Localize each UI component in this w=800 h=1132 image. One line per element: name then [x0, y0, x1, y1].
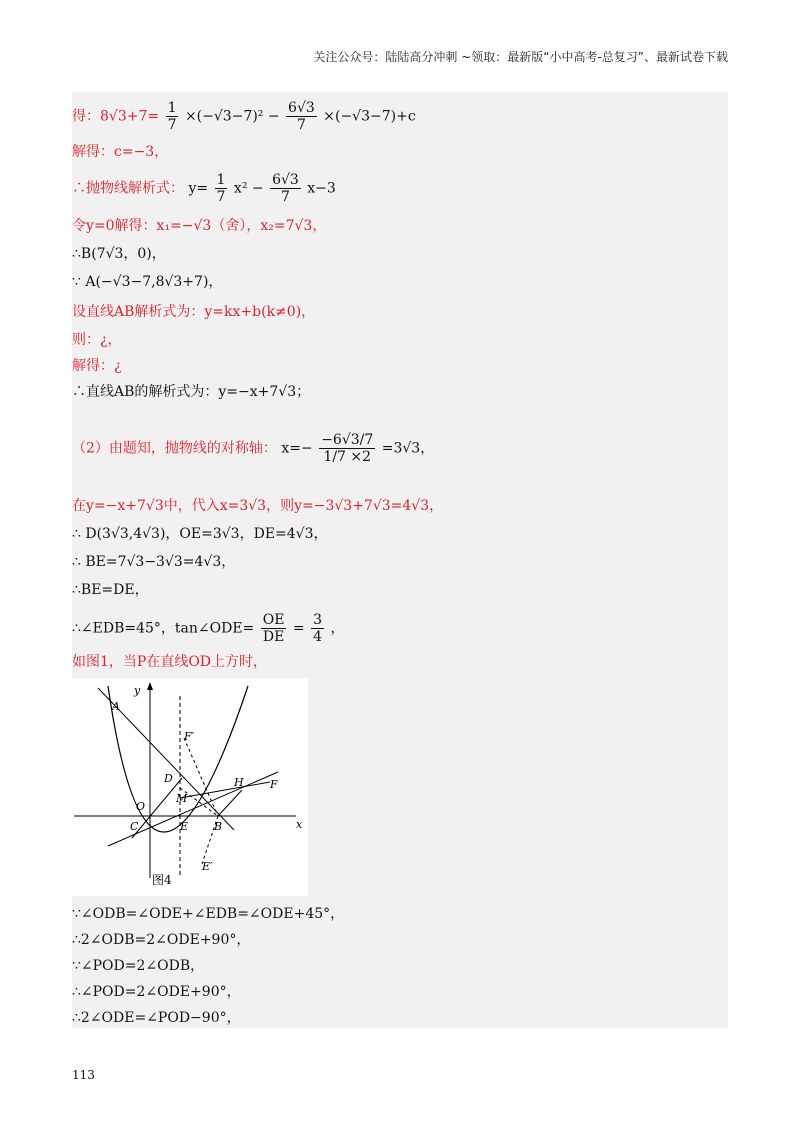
fraction-3-4: [311, 612, 324, 645]
line-3-y: y=: [188, 180, 209, 197]
label-c: C: [130, 820, 139, 833]
frac-num: 6√3: [288, 100, 315, 116]
frac-num: 1: [216, 172, 226, 188]
line-12: 在y=−x+7√3中，代入x=3√3，则y=−3√3+7√3=4√3，: [72, 498, 444, 514]
label-e-prime: E′: [202, 860, 213, 873]
line-1-middle: ×(−√3−7)² −: [184, 108, 280, 125]
line-17: 如图1，当P在直线OD上方时，: [72, 654, 268, 670]
line-2: 解得：c=−3，: [72, 144, 169, 160]
label-y: y: [134, 684, 141, 697]
line-3-end: x−3: [307, 180, 336, 197]
label-a: A: [112, 700, 120, 713]
line-3-prefix: ∴抛物线解析式：: [72, 180, 184, 197]
line-20: ∵∠POD=2∠ODB，: [72, 958, 205, 974]
fraction-6r3-7b: [270, 172, 301, 205]
figure-svg: [72, 678, 308, 896]
line-16-end: ，: [330, 620, 345, 637]
parabola: [108, 686, 248, 832]
frac-den: 7: [167, 117, 177, 133]
label-m: M: [176, 792, 188, 805]
frac-num: −6√3/7: [321, 432, 374, 448]
line-13: ∴ D(3√3,4√3)，OE=3√3，DE=4√3，: [72, 526, 328, 542]
frac-num: OE: [262, 612, 285, 628]
geometry-figure: [72, 678, 308, 896]
fraction-1-7: [166, 100, 179, 133]
label-d: D: [164, 772, 173, 785]
frac-num: 6√3: [272, 172, 299, 188]
line-22: ∴2∠ODE=∠POD−90°，: [72, 1010, 241, 1026]
frac-num: 3: [313, 612, 323, 628]
frac-num: 1: [167, 100, 177, 116]
line-10: ∴直线AB的解析式为：y=−x+7√3；: [72, 384, 311, 400]
solution-content: [72, 92, 728, 1028]
line-3: [72, 172, 336, 205]
line-11-prefix: （2）由题知，抛物线的对称轴：: [72, 440, 277, 457]
line-8: 则：¿，: [72, 332, 122, 348]
label-h: H: [234, 776, 244, 789]
page-header: 关注公众号：陆陆高分冲刺 ~领取：最新版“小中高考-总复习”、最新试卷下载: [313, 50, 728, 64]
frac-den: 7: [280, 189, 290, 205]
line-bh: [218, 790, 242, 816]
line-1: [72, 100, 416, 133]
line-9: 解得：¿: [72, 358, 122, 374]
frac-den: 4: [313, 629, 323, 645]
line-18: ∵∠ODB=∠ODE+∠EDB=∠ODE+45°，: [72, 906, 345, 922]
frac-den: 1/7 ×2: [323, 449, 372, 465]
line-16-prefix: ∴∠EDB=45°，tan∠ODE=: [72, 620, 255, 637]
line-14: ∴ BE=7√3−3√3=4√3，: [72, 554, 236, 570]
label-f-prime: F′: [184, 730, 195, 743]
figure-caption: 图4: [152, 873, 172, 887]
label-e: E: [180, 820, 189, 833]
label-b: B: [214, 820, 223, 833]
fraction-6r3-7: [286, 100, 317, 133]
label-f: F: [270, 778, 278, 791]
page-number: 113: [72, 1068, 95, 1082]
fraction-oe-de: [261, 612, 287, 645]
line-16: ∴∠EDB=45°，tan∠ODE= $\frac{OE}{DE}$ = $\frac{3}{4}$ ，: [72, 612, 345, 645]
fraction-1-7b: [215, 172, 228, 205]
frac-den: 7: [216, 189, 226, 205]
line-7: 设直线AB解析式为：y=kx+b(k≠0)，: [72, 304, 316, 320]
frac-den: 7: [296, 117, 306, 133]
line-11: [72, 432, 434, 465]
line-11-end: =3√3，: [381, 440, 435, 457]
line-19: ∴2∠ODB=2∠ODE+90°，: [72, 932, 251, 948]
line-6: ∵ A(−√3−7,8√3+7)，: [72, 274, 223, 290]
line-4: 令y=0解得：x₁=−√3（舍），x₂=7√3，: [72, 218, 327, 234]
line-21: ∴∠POD=2∠ODE+90°，: [72, 984, 241, 1000]
line-15: ∴BE=DE，: [72, 582, 149, 598]
line-ch: [108, 772, 278, 846]
line-5: ∴B(7√3，0)，: [72, 246, 166, 262]
dashed-fb: [184, 738, 218, 816]
line-1-prefix: 得：8√3+7=: [72, 108, 160, 125]
label-x: x: [296, 818, 303, 831]
line-11-x: x=−: [281, 440, 313, 457]
fraction-axis: [319, 432, 375, 465]
frac-den: DE: [262, 629, 285, 645]
line-3-mid: x² −: [233, 180, 264, 197]
label-o: O: [136, 800, 146, 813]
line-1-end: ×(−√3−7)+c: [323, 108, 416, 125]
y-axis-arrow: [147, 682, 153, 690]
